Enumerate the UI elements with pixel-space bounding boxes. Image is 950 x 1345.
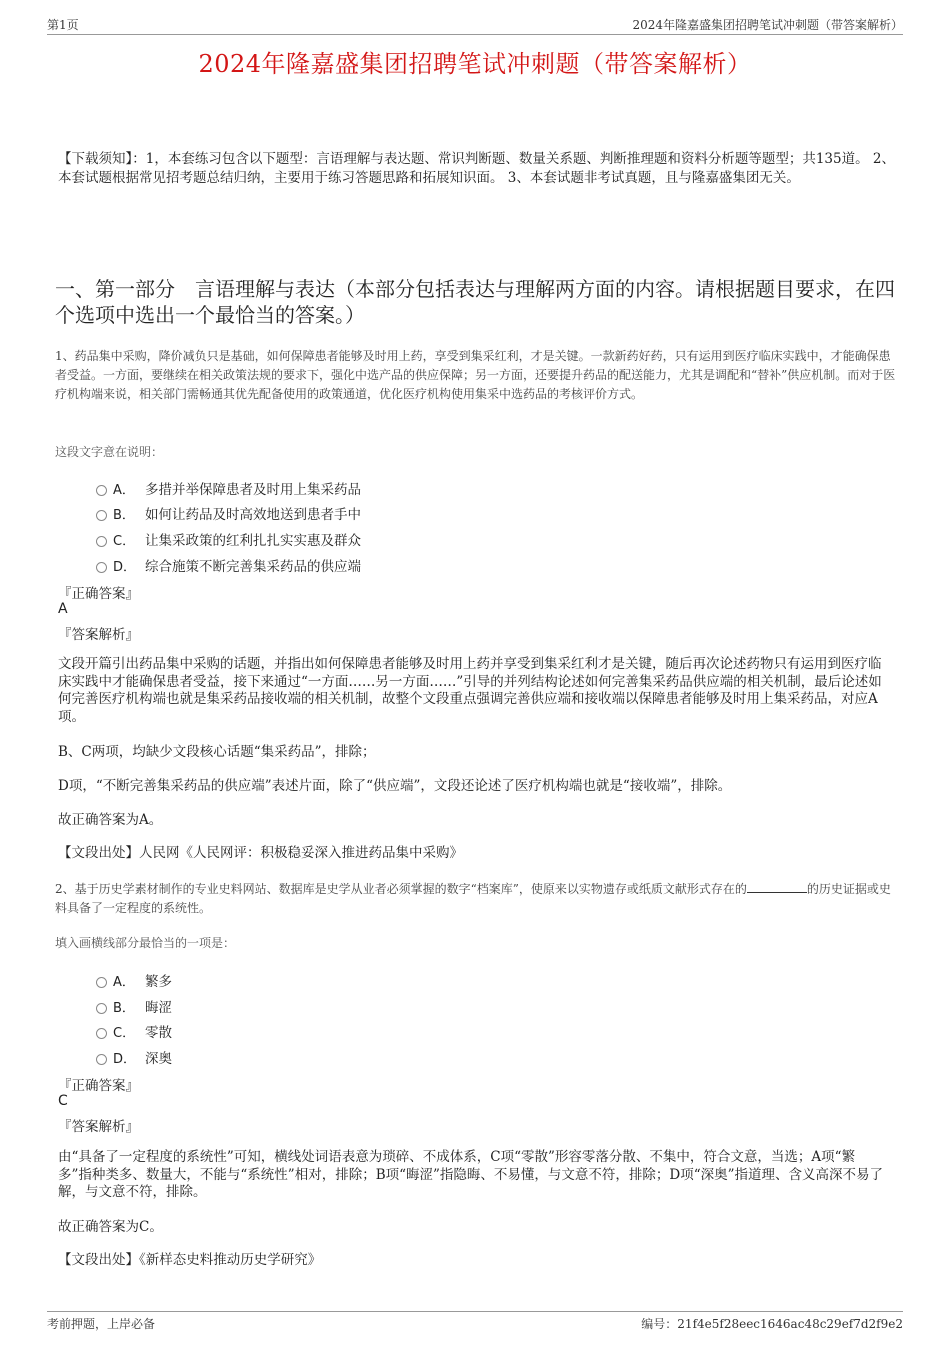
radio-icon[interactable] <box>96 536 107 547</box>
question-2-option-d[interactable]: D． 深奥 <box>96 1047 172 1067</box>
question-1-answer: A <box>58 601 68 617</box>
radio-icon[interactable] <box>96 977 107 988</box>
question-2-analysis-p1: 由“具备了一定程度的系统性”可知，横线处词语表意为琐碎、不成体系，C项“零散”形容零落分散、不集中，符合文意，当选；A项“繁多”指种类多、数量大，不能与“系统性”相对，排除；B项“晦涩”指隐晦、不易懂，与文意不符，排除；D项“深奥”指道理、含义高深不易了解，与文意不符，排除。 <box>58 1149 884 1200</box>
page-footer <box>47 1311 903 1332</box>
question-1-option-c[interactable]: C． 让集采政策的红利扎扎实实惠及群众 <box>96 529 361 549</box>
question-1-option-a[interactable]: A． 多措并举保障患者及时用上集采药品 <box>96 478 361 498</box>
page-title: 2024年隆嘉盛集团招聘笔试冲刺题（带答案解析） <box>198 50 752 78</box>
question-2-option-a[interactable]: A． 繁多 <box>96 970 172 990</box>
section-heading: 一、第一部分 言语理解与表达（本部分包括表达与理解两方面的内容。请根据题目要求，在四个选项中选出一个最恰当的答案。） <box>55 277 895 327</box>
question-1-correct-label: 『正确答案』 <box>58 586 139 602</box>
header-doc-title: 2024年隆嘉盛集团招聘笔试冲刺题（带答案解析） <box>632 18 903 32</box>
question-1-text: 1、药品集中采购，降价减负只是基础，如何保障患者能够及时用上药，享受到集采红利，才是关键。一款新药好药，只有运用到医疗临床实践中，才能确保患者受益。一方面，要继续在相关政策法规的要求下，强化中选产品的供应保障；另一方面，还要提升药品的配送能力，尤其是调配和“替补”供应机制。而对于医疗机构端来说，相关部门需畅通其优先配备使用的政策通道，优化医疗机构使用集采中选药品的考核评价方式。 <box>55 349 896 401</box>
fill-blank <box>747 882 807 893</box>
radio-icon[interactable] <box>96 485 107 496</box>
question-1-analysis-p1: 文段开篇引出药品集中采购的话题，并指出如何保障患者能够及时用上药并享受到集采红利才是关键，随后再次论述药物只有运用到医疗临床实践中才能确保患者受益，接下来通过“一方面……另一方面……”引导的并列结构论述如何完善集采药品供应端的相关机制，最后论述如何完善医疗机构端也就是集采药品接收端的相关机制，故整个文段重点强调完善供应端和接收端以保障患者能够及时用上集采药品，对应A项。 <box>58 656 882 725</box>
question-1-analysis-p3: D项，“不断完善集采药品的供应端”表述片面，除了“供应端”，文段还论述了医疗机构端也就是“接收端”，排除。 <box>58 778 732 794</box>
question-2-analysis-p2: 故正确答案为C。 <box>58 1219 163 1235</box>
radio-icon[interactable] <box>96 562 107 573</box>
footer-doc-id: 编号：21f4e5f28eec1646ac48c29ef7d2f9e2 <box>641 1317 903 1331</box>
question-2-prompt: 填入画横线部分最恰当的一项是： <box>55 936 236 950</box>
page-header <box>47 14 903 35</box>
question-2-correct-label: 『正确答案』 <box>58 1078 139 1094</box>
question-2-option-c[interactable]: C． 零散 <box>96 1021 172 1041</box>
question-1-option-b[interactable]: B． 如何让药品及时高效地送到患者手中 <box>96 503 361 523</box>
question-2-source: 【文段出处】《新样态史料推动历史学研究》 <box>58 1252 322 1268</box>
question-1-prompt: 这段文字意在说明： <box>55 445 164 459</box>
radio-icon[interactable] <box>96 1028 107 1039</box>
question-1-analysis-p2: B、C两项，均缺少文段核心话题“集采药品”，排除； <box>58 744 376 760</box>
question-2-analysis-label: 『答案解析』 <box>58 1119 139 1135</box>
radio-icon[interactable] <box>96 1003 107 1014</box>
page-number: 第1页 <box>47 18 79 32</box>
radio-icon[interactable] <box>96 1054 107 1065</box>
footer-slogan: 考前押题，上岸必备 <box>47 1317 156 1331</box>
question-1-analysis-p4: 故正确答案为A。 <box>58 812 163 828</box>
question-1-analysis-label: 『答案解析』 <box>58 627 139 643</box>
question-2-text: 2、基于历史学素材制作的专业史料网站、数据库是史学从业者必须掌握的数字“档案库”，使原来以实物遗存或纸质文献形式存在的 的历史证据或史料具备了一定程度的系统性。 <box>55 882 891 915</box>
radio-icon[interactable] <box>96 510 107 521</box>
download-notice: 【下载须知】：1，本套练习包含以下题型：言语理解与表达题、常识判断题、数量关系题、判断推理题和资料分析题等题型；共135道。 2、本套试题根据常见招考题总结归纳，主要用于练习答题思路和拓展知识面。 3、本套试题非考试真题，且与隆嘉盛集团无关。 <box>58 151 895 186</box>
question-1-option-d[interactable]: D． 综合施策不断完善集采药品的供应端 <box>96 555 361 575</box>
question-1-source: 【文段出处】人民网《人民网评：积极稳妥深入推进药品集中采购》 <box>58 845 463 861</box>
question-2-answer: C <box>58 1093 68 1109</box>
question-2-option-b[interactable]: B． 晦涩 <box>96 996 172 1016</box>
